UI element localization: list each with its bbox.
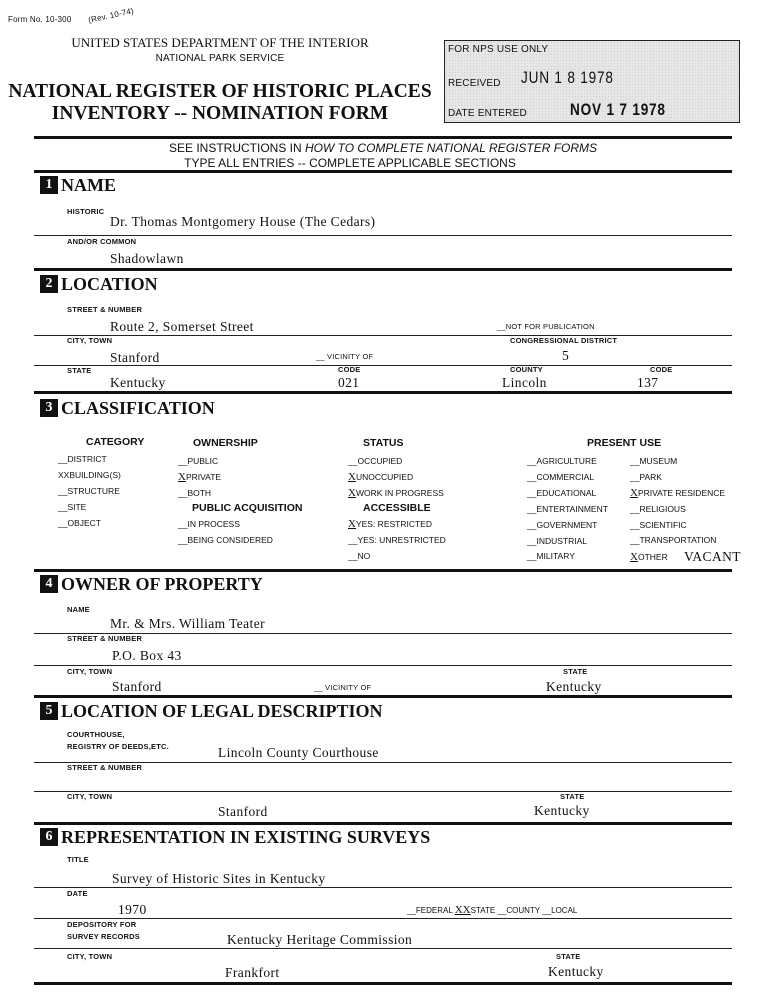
not-for-publication: __NOT FOR PUBLICATION bbox=[497, 322, 595, 331]
section-title: LOCATION bbox=[61, 274, 158, 294]
owner-name-label: NAME bbox=[67, 605, 90, 614]
category-heading: CATEGORY bbox=[86, 436, 145, 448]
section-1-heading bbox=[40, 176, 116, 194]
accessible-heading: ACCESSIBLE bbox=[363, 502, 431, 514]
nps-use-only-box bbox=[444, 40, 740, 123]
use-commercial: __COMMERCIAL bbox=[527, 472, 595, 482]
level-local: __LOCAL bbox=[542, 906, 578, 915]
option-label: OTHER bbox=[637, 552, 668, 562]
use-scientific: __SCIENTIFIC bbox=[630, 520, 687, 530]
ownership-public: __PUBLIC bbox=[178, 456, 219, 466]
section-number: 5 bbox=[40, 702, 58, 720]
depository-value: Kentucky Heritage Commission bbox=[227, 932, 413, 947]
divider bbox=[34, 887, 732, 888]
section-number: 6 bbox=[40, 828, 58, 846]
legal-city: Stanford bbox=[218, 804, 268, 819]
level-federal: __FEDERAL bbox=[407, 906, 453, 915]
option-label: YES: RESTRICTED bbox=[355, 519, 432, 529]
divider bbox=[34, 791, 732, 792]
owner-state: Kentucky bbox=[546, 679, 602, 694]
section-5-heading bbox=[40, 702, 383, 720]
owner-name: Mr. & Mrs. William Teater bbox=[110, 616, 265, 631]
section-number: 4 bbox=[40, 575, 58, 593]
date-entered-label: DATE ENTERED bbox=[448, 108, 527, 119]
form-title-line2: INVENTORY -- NOMINATION FORM bbox=[51, 103, 389, 124]
section-2-heading bbox=[40, 275, 158, 293]
street-value: Route 2, Somerset Street bbox=[110, 319, 254, 334]
access-yes-restricted bbox=[348, 519, 432, 530]
acquisition-being-considered: __BEING CONSIDERED bbox=[178, 535, 273, 545]
street-label: STREET & NUMBER bbox=[67, 305, 143, 314]
acquisition-in-process: __IN PROCESS bbox=[178, 519, 240, 529]
other-use-value: VACANT bbox=[684, 549, 741, 564]
section-3-heading bbox=[40, 399, 215, 417]
use-industrial: __INDUSTRIAL bbox=[527, 536, 587, 546]
depository-city-label: CITY, TOWN bbox=[67, 952, 113, 961]
section-number: 2 bbox=[40, 275, 58, 293]
status-unoccupied bbox=[348, 472, 413, 483]
historic-label: HISTORIC bbox=[67, 207, 105, 216]
state-code-value: 021 bbox=[338, 375, 360, 390]
section-title: NAME bbox=[61, 175, 116, 195]
department: UNITED STATES DEPARTMENT OF THE INTERIOR bbox=[71, 35, 369, 50]
use-park: __PARK bbox=[630, 472, 662, 482]
survey-level bbox=[407, 905, 577, 916]
use-entertainment: __ENTERTAINMENT bbox=[527, 504, 608, 514]
congressional-district-value: 5 bbox=[562, 348, 570, 363]
use-private-residence bbox=[630, 488, 725, 499]
congressional-district-label: CONGRESSIONAL DISTRICT bbox=[510, 336, 618, 345]
divider bbox=[34, 665, 732, 666]
use-agriculture: __AGRICULTURE bbox=[527, 456, 597, 466]
access-yes-unrestricted: __YES: UNRESTRICTED bbox=[348, 535, 446, 545]
category-structure: __STRUCTURE bbox=[58, 486, 120, 496]
ownership-both: __BOTH bbox=[178, 488, 212, 498]
check-mark: X bbox=[348, 471, 356, 483]
ownership-heading: OWNERSHIP bbox=[193, 437, 258, 449]
survey-date-label: DATE bbox=[67, 889, 88, 898]
vicinity-of: __ VICINITY OF bbox=[316, 352, 374, 361]
common-label: AND/OR COMMON bbox=[67, 237, 137, 246]
city-value: Stanford bbox=[110, 350, 160, 365]
registry-label: REGISTRY OF DEEDS,ETC. bbox=[67, 742, 169, 751]
divider bbox=[34, 982, 732, 985]
level-state: STATE bbox=[470, 906, 496, 915]
check-mark: X bbox=[348, 518, 356, 530]
option-label: UNOCCUPIED bbox=[355, 472, 414, 482]
divider bbox=[34, 235, 732, 236]
use-military: __MILITARY bbox=[527, 551, 575, 561]
owner-vicinity-of: __ VICINITY OF bbox=[314, 683, 372, 692]
option-label: PRIVATE RESIDENCE bbox=[637, 488, 726, 498]
state-label: STATE bbox=[67, 366, 92, 375]
divider bbox=[34, 268, 732, 271]
access-no: __NO bbox=[348, 551, 371, 561]
courthouse-value: Lincoln County Courthouse bbox=[218, 745, 379, 760]
instructions-line1 bbox=[169, 142, 597, 154]
survey-title: Survey of Historic Sites in Kentucky bbox=[112, 871, 326, 886]
section-title: LOCATION OF LEGAL DESCRIPTION bbox=[61, 701, 383, 721]
form-revision: (Rev. 10-74) bbox=[87, 6, 135, 25]
county-label: COUNTY bbox=[510, 365, 543, 374]
survey-title-label: TITLE bbox=[67, 855, 89, 864]
use-religious: __RELIGIOUS bbox=[630, 504, 686, 514]
ownership-private bbox=[178, 472, 221, 483]
section-title: CLASSIFICATION bbox=[61, 398, 215, 418]
divider bbox=[34, 822, 732, 825]
section-title: OWNER OF PROPERTY bbox=[61, 574, 263, 594]
divider bbox=[34, 391, 732, 394]
code-label: CODE bbox=[338, 365, 361, 374]
owner-city: Stanford bbox=[112, 679, 162, 694]
use-museum: __MUSEUM bbox=[630, 456, 678, 466]
divider bbox=[34, 365, 732, 366]
option-label: PRIVATE bbox=[185, 472, 222, 482]
owner-street: P.O. Box 43 bbox=[112, 648, 182, 663]
instructions-prefix: SEE INSTRUCTIONS IN bbox=[168, 141, 305, 155]
state-value: Kentucky bbox=[110, 375, 166, 390]
section-6-heading bbox=[40, 828, 430, 846]
nps-box-title: FOR NPS USE ONLY bbox=[448, 44, 549, 55]
legal-state: Kentucky bbox=[534, 803, 590, 818]
form-title-line1: NATIONAL REGISTER OF HISTORIC PLACES bbox=[8, 81, 432, 102]
divider bbox=[34, 136, 732, 139]
check-mark: X bbox=[630, 487, 638, 499]
use-other bbox=[630, 552, 668, 563]
county-value: Lincoln bbox=[502, 375, 547, 390]
survey-records-label: SURVEY RECORDS bbox=[67, 932, 140, 941]
date-entered-stamp: NOV 1 7 1978 bbox=[570, 100, 666, 119]
category-site: __SITE bbox=[58, 502, 87, 512]
divider bbox=[34, 335, 732, 336]
status-occupied: __OCCUPIED bbox=[348, 456, 403, 466]
section-title: REPRESENTATION IN EXISTING SURVEYS bbox=[61, 827, 431, 847]
agency: NATIONAL PARK SERVICE bbox=[155, 53, 285, 64]
received-label: RECEIVED bbox=[448, 78, 501, 89]
instructions-title: HOW TO COMPLETE NATIONAL REGISTER FORMS bbox=[304, 141, 598, 155]
use-educational: __EDUCATIONAL bbox=[527, 488, 597, 498]
divider bbox=[34, 569, 732, 572]
survey-date: 1970 bbox=[118, 902, 147, 917]
received-stamp: JUN 1 8 1978 bbox=[521, 68, 614, 87]
courthouse-label: COURTHOUSE, bbox=[67, 730, 125, 739]
public-acquisition-heading: PUBLIC ACQUISITION bbox=[192, 502, 303, 514]
owner-street-label: STREET & NUMBER bbox=[67, 634, 143, 643]
divider bbox=[34, 918, 732, 919]
depository-state-label: STATE bbox=[556, 952, 581, 961]
common-name: Shadowlawn bbox=[110, 251, 184, 266]
form-number: Form No. 10-300 bbox=[8, 15, 72, 24]
check-mark: X bbox=[348, 487, 356, 499]
category-buildings: XXBUILDING(S) bbox=[58, 470, 121, 480]
historic-name: Dr. Thomas Montgomery House (The Cedars) bbox=[110, 214, 376, 229]
level-county: __COUNTY bbox=[497, 906, 540, 915]
depository-city: Frankfort bbox=[225, 965, 280, 980]
owner-state-label: STATE bbox=[563, 667, 588, 676]
divider bbox=[34, 695, 732, 698]
status-work-in-progress bbox=[348, 488, 444, 499]
present-use-heading: PRESENT USE bbox=[587, 437, 662, 449]
category-object: __OBJECT bbox=[58, 518, 101, 528]
check-mark: X bbox=[630, 551, 638, 563]
instructions-line2: TYPE ALL ENTRIES -- COMPLETE APPLICABLE SECTIONS bbox=[184, 156, 516, 170]
check-mark: X bbox=[178, 471, 186, 483]
county-code-label: CODE bbox=[650, 365, 673, 374]
check-mark: XX bbox=[454, 904, 471, 916]
depository-label: DEPOSITORY FOR bbox=[67, 920, 137, 929]
legal-street-label: STREET & NUMBER bbox=[67, 763, 143, 772]
divider bbox=[34, 948, 732, 949]
use-transportation: __TRANSPORTATION bbox=[630, 535, 717, 545]
category-district: __DISTRICT bbox=[58, 454, 107, 464]
use-government: __GOVERNMENT bbox=[527, 520, 598, 530]
section-4-heading bbox=[40, 575, 263, 593]
section-number: 1 bbox=[40, 176, 58, 194]
divider bbox=[34, 170, 732, 173]
option-label: WORK IN PROGRESS bbox=[355, 488, 444, 498]
depository-state: Kentucky bbox=[548, 964, 604, 979]
city-label: CITY, TOWN bbox=[67, 336, 113, 345]
section-number: 3 bbox=[40, 399, 58, 417]
owner-city-label: CITY, TOWN bbox=[67, 667, 113, 676]
county-code-value: 137 bbox=[637, 375, 659, 390]
legal-city-label: CITY, TOWN bbox=[67, 792, 113, 801]
status-heading: STATUS bbox=[363, 437, 404, 449]
legal-state-label: STATE bbox=[560, 792, 585, 801]
